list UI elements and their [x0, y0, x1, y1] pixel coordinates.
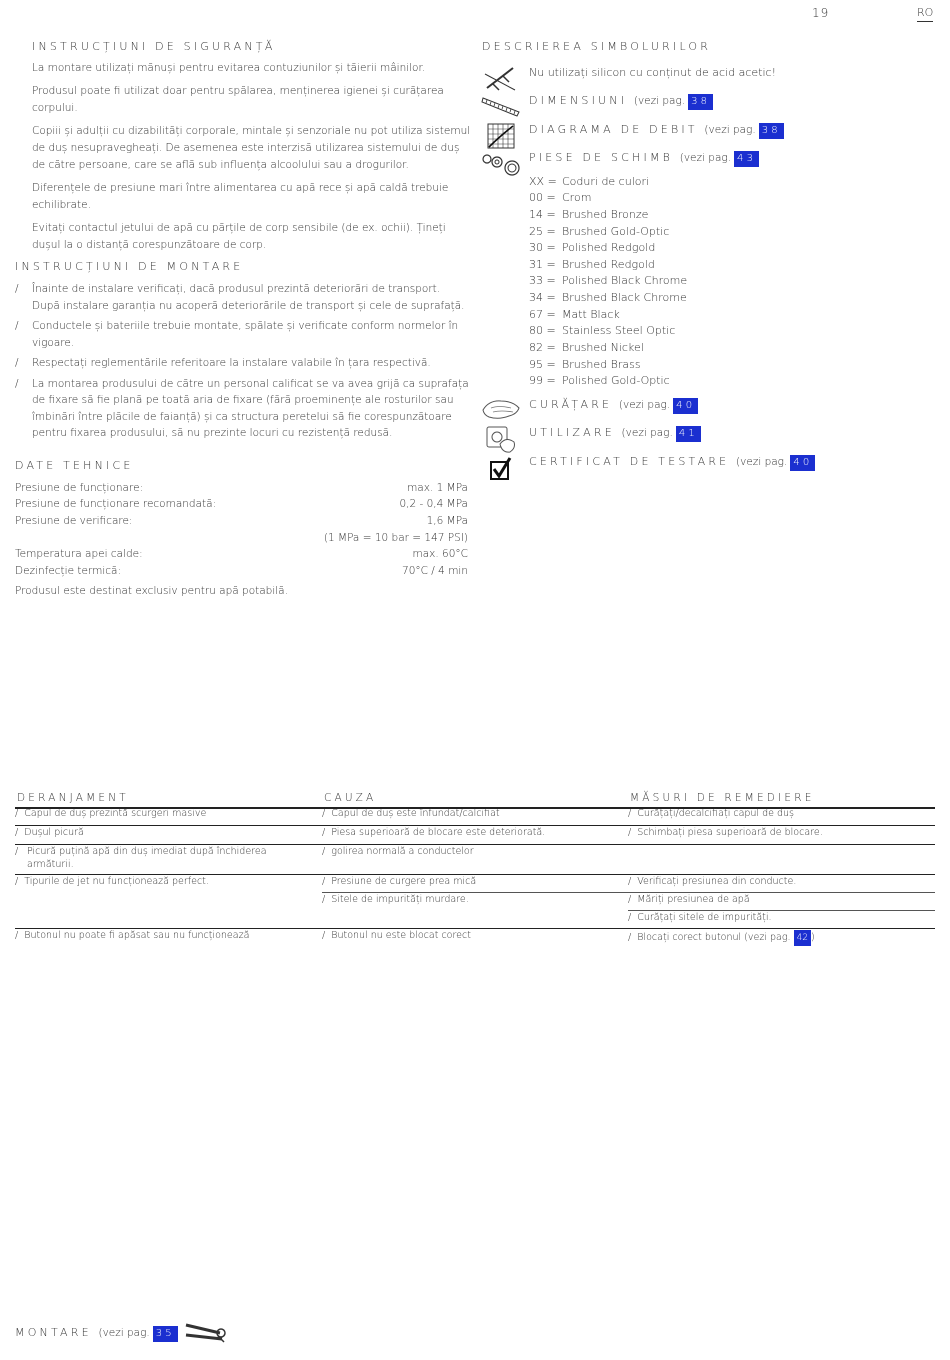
table-cell: / Sitele de impurități murdare.	[322, 894, 469, 905]
table-cell: / Presiune de curgere prea mică	[322, 876, 477, 887]
silicone-gun-icon	[483, 64, 517, 92]
tech-row: Presiune de funcționare: max. 1 MPa	[15, 482, 468, 494]
page-ref-badge[interactable]: 38	[759, 123, 784, 139]
column-header-cause: CAUZA	[324, 792, 377, 804]
table-cell: / Capul de duș este înfundat/calcifiat	[322, 808, 500, 819]
page-ref-badge[interactable]: 40	[790, 455, 815, 471]
color-code-row: 67 = Matt Black	[529, 308, 620, 321]
color-code-row: 25 = Brushed Gold-Optic	[529, 225, 670, 238]
mounting-link[interactable]: MONTARE (vezi pag. 35	[15, 1326, 178, 1342]
table-cell: / Măriți presiunea de apă	[628, 894, 750, 905]
column-header-fault: DERANJAMENT	[17, 792, 129, 804]
safety-paragraph: Diferențele de presiune mari între alimentarea cu apă rece și apă caldă trebuie echilibrate.	[32, 182, 449, 211]
color-code-row: 34 = Brushed Black Chrome	[529, 291, 687, 304]
color-code-row: 80 = Stainless Steel Optic	[529, 324, 676, 337]
usage-link[interactable]: UTILIZARE (vezi pag. 41	[529, 426, 701, 442]
cleaning-link[interactable]: CURĂȚARE (vezi pag. 40	[529, 398, 698, 414]
safety-paragraph: Copiii și adulții cu dizabilități corporale, mintale și senzoriale nu pot utiliza sistemul de duș nesupravegheați. De asemenea este interzisă utilizarea sistemului de duș de către persoane, care se află sub influența alcoolului sau a drogurilor.	[32, 125, 471, 171]
mounting-title: INSTRUCȚIUNI DE MONTARE	[15, 260, 244, 273]
page-ref-badge[interactable]: 43	[734, 151, 759, 167]
tech-row: Dezinfecție termică: 70°C / 4 min	[15, 565, 468, 577]
page-ref-badge[interactable]: 41	[676, 426, 701, 442]
table-cell: / golirea normală a conductelor	[322, 846, 474, 857]
table-cell: / Picură puțină apă din duș imediat după închiderea armăturii.	[15, 846, 267, 870]
dimensions-link[interactable]: DIMENSIUNI (vezi pag. 38	[529, 94, 713, 110]
tech-note: Produsul este destinat exclusiv pentru apă potabilă.	[15, 585, 288, 597]
table-divider	[628, 910, 935, 911]
table-divider	[15, 844, 935, 845]
symbols-title: DESCRIEREA SIMBOLURILOR	[482, 40, 712, 53]
list-item: / Înainte de instalare verificați, dacă produsul prezintă deteriorări de transport. După instalare garanția nu acoperă deteriorările de transport și cele de suprafață.	[15, 283, 465, 312]
safety-paragraph: La montare utilizați mănuși pentru evitarea contuziunilor și tăierii mâinilor.	[32, 62, 426, 74]
language-code: RO	[917, 6, 933, 22]
page-ref-badge[interactable]: 40	[673, 398, 698, 414]
safety-paragraph: Produsul poate fi utilizat doar pentru spălarea, menținerea igienei și curățarea corpului.	[32, 85, 444, 114]
color-code-row: 00 = Crom	[529, 191, 592, 204]
cleaning-hand-icon	[481, 396, 521, 424]
list-item: / La montarea produsului de către un personal calificat se va avea grijă ca suprafața de fixare să fie plană pe toată aria de fixare (fără proeminențe ale rosturilor sau îmbinări între plăcile de faianță) și ca structura peretelui să fie corespunzătoare pentru fixarea produsului, să nu prezinte locuri cu rezistență redusă.	[15, 377, 469, 439]
flow-diagram-icon	[487, 123, 515, 149]
table-cell[interactable]: / Blocați corect butonul (vezi pag. 42 )	[628, 930, 815, 946]
spare-parts-link[interactable]: PIESE DE SCHIMB (vezi pag. 43	[529, 151, 759, 167]
color-code-row: XX = Coduri de culori	[529, 175, 650, 188]
wrench-icon	[184, 1321, 226, 1343]
tech-row: (1 MPa = 10 bar = 147 PSI)	[323, 532, 468, 544]
color-code-row: 14 = Brushed Bronze	[529, 208, 649, 221]
table-cell: / Verificați presiunea din conducte.	[628, 876, 797, 887]
tech-title: DATE TEHNICE	[15, 459, 134, 472]
safety-title: INSTRUCȚIUNI DE SIGURANȚĂ	[32, 40, 276, 53]
page-ref-badge[interactable]: 38	[688, 94, 713, 110]
list-item: / Conductele și bateriile trebuie montate, spălate și verificate conform normelor în vigoare.	[15, 320, 459, 349]
table-cell: / Schimbați piesa superioară de blocare.	[628, 827, 823, 838]
color-code-row: 99 = Polished Gold-Optic	[529, 374, 670, 387]
table-divider	[15, 825, 935, 826]
page-number: 19	[812, 6, 830, 20]
color-code-row: 31 = Brushed Redgold	[529, 258, 655, 271]
spare-parts-icon	[481, 150, 521, 178]
tech-row: Temperatura apei calde: max. 60°C	[15, 548, 468, 560]
table-cell: / Curățați sitele de impurități.	[628, 912, 772, 923]
table-cell: / Butonul nu este blocat corect	[322, 930, 471, 941]
safety-paragraph: Evitați contactul jetului de apă cu părțile de corp sensibile (de ex. ochii). Țineți dușul la o distanță corespunzătoare de corp.	[32, 222, 446, 251]
table-cell: / Tipurile de jet nu funcționează perfect.	[15, 876, 209, 887]
table-cell: / Piesa superioară de blocare este deteriorată.	[322, 827, 546, 838]
color-code-row: 82 = Brushed Nickel	[529, 341, 644, 354]
checkbox-certificate-icon	[489, 456, 513, 482]
ruler-icon	[481, 94, 521, 118]
color-code-row: 95 = Brushed Brass	[529, 358, 641, 371]
table-cell: / Dușul picură	[15, 827, 84, 838]
usage-hand-icon	[484, 424, 518, 454]
flow-diagram-link[interactable]: DIAGRAMA DE DEBIT (vezi pag. 38	[529, 123, 784, 139]
tech-row: Presiune de funcționare recomandată: 0,2 - 0,4 MPa	[15, 498, 468, 510]
tech-row: Presiune de verificare: 1,6 MPa	[15, 515, 468, 527]
page-ref-badge[interactable]: 42	[794, 930, 811, 946]
table-cell: / Butonul nu poate fi apăsat sau nu funcționează	[15, 930, 250, 941]
color-code-row: 30 = Polished Redgold	[529, 241, 656, 254]
color-code-row: 33 = Polished Black Chrome	[529, 274, 688, 287]
safety-text	[32, 60, 472, 260]
silicone-warning: Nu utilizați silicon cu conținut de acid acetic!	[529, 66, 777, 79]
column-header-remedy: MĂSURI DE REMEDIERE	[630, 792, 815, 804]
table-divider	[322, 892, 935, 893]
table-cell: / Curățați/decalcifiați capul de duș	[628, 808, 795, 819]
table-divider	[15, 928, 935, 929]
mounting-list	[15, 281, 470, 446]
table-cell: / Capul de duș prezintă scurgeri masive	[15, 808, 207, 819]
list-item: / Respectați reglementările referitoare la instalare valabile în țara respectivă.	[15, 357, 431, 369]
page-ref-badge[interactable]: 35	[153, 1326, 178, 1342]
certificate-link[interactable]: CERTIFICAT DE TESTARE (vezi pag. 40	[529, 455, 815, 471]
table-divider	[15, 874, 935, 875]
